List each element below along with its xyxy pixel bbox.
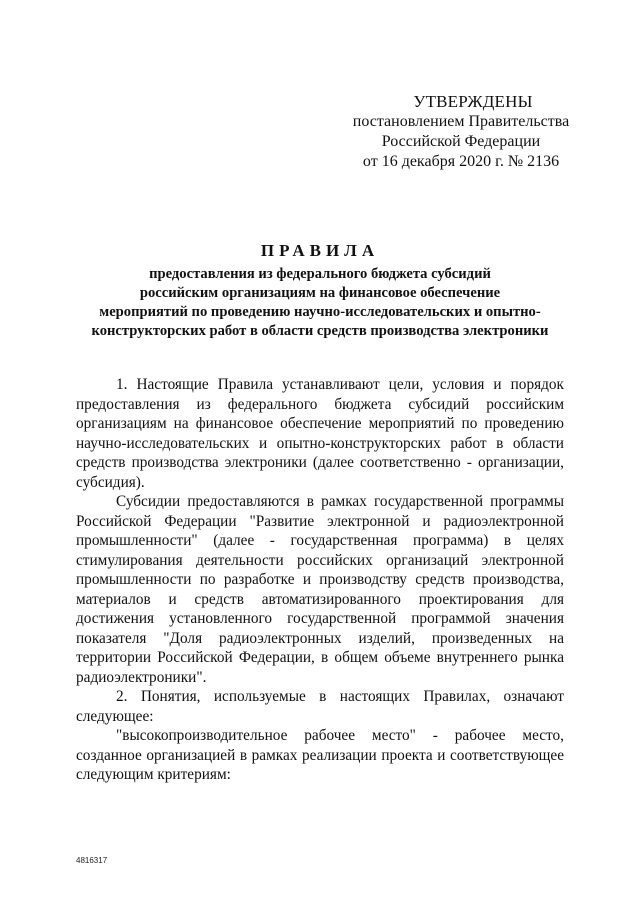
approval-block xyxy=(336,92,586,172)
approval-line-2: Российской Федерации xyxy=(381,133,541,150)
paragraph-1: 1. Настоящие Правила устанавливают цели, условия и порядок предоставления из федерального бюджета субсидий российским организациям на финансовое обеспечение мероприятий по проведению научно-исследовательских и опытно-конструкторских работ в области средств производства электроники (далее соответственно - организации, субсидия). xyxy=(76,376,564,491)
subtitle-line-2: российским организациям на финансовое обеспечение xyxy=(139,285,501,301)
body-text xyxy=(76,375,564,785)
paragraph-4: "высокопроизводительное рабочее место" - рабочее место, созданное организацией в рамках реализации проекта и соответствующее следующим критериям: xyxy=(76,727,564,783)
subtitle-line-3: мероприятий по проведению научно-исследовательских и опытно- xyxy=(99,304,541,320)
subtitle-line-1: предоставления из федерального бюджета субсидий xyxy=(149,266,491,282)
document-code: 4816317 xyxy=(76,856,108,865)
approval-line-1: постановлением Правительства xyxy=(352,113,570,130)
paragraph-3: 2. Понятия, используемые в настоящих Правилах, означают следующее: xyxy=(76,688,564,725)
approval-line-3: от 16 декабря 2020 г. № 2136 xyxy=(362,153,560,170)
subtitle-line-4: конструкторских работ в области средств производства электроники xyxy=(91,323,549,339)
paragraph-2: Субсидии предоставляются в рамках государственной программы Российской Федерации "Развитие электронной и радиоэлектронной промышленности" (далее - государственная программа) в целях стимулирования деятельности российских организаций электронной промышленности по разработке и производству средств производства, материалов и средств автоматизированного проектирования для достижения установленного государственной программой значения показателя "Доля радиоэлектронных изделий, произведенных на территории Российской Федерации, в общем объеме внутреннего рынка радиоэлектроники". xyxy=(76,493,564,686)
document-title: ПРАВИЛА xyxy=(260,241,380,260)
approval-heading: УТВЕРЖДЕНЫ xyxy=(413,92,533,111)
document-subtitle xyxy=(70,265,570,341)
